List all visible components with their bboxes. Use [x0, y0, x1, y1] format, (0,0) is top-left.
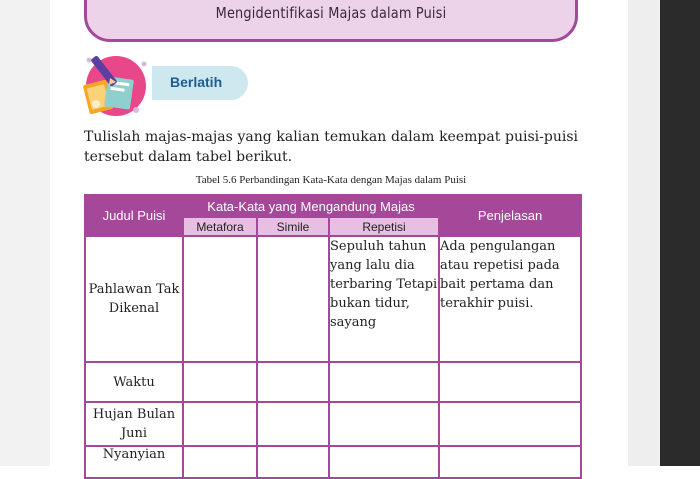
repetisi-cell[interactable] [329, 402, 439, 446]
penjelasan-cell[interactable] [439, 362, 581, 402]
repetisi-cell[interactable]: Sepuluh tahun yang lalu dia terbaring Tetapi bukan tidur, sayang [329, 236, 439, 362]
penjelasan-cell[interactable] [439, 446, 581, 478]
chapter-header-title: Mengidentifikasi Majas dalam Puisi [215, 4, 447, 22]
simile-cell[interactable] [257, 402, 329, 446]
header-metafora: Metafora [183, 217, 257, 236]
metafora-cell[interactable] [183, 446, 257, 478]
pencil-books-icon [76, 48, 156, 120]
simile-cell[interactable] [257, 362, 329, 402]
right-margin [628, 0, 700, 466]
poem-title: Waktu [85, 362, 183, 402]
table-row [85, 362, 581, 402]
table-row [85, 446, 581, 478]
metafora-cell[interactable] [183, 362, 257, 402]
left-margin [0, 0, 50, 466]
header-kata-majas: Kata-Kata yang Mengandung Majas [183, 195, 439, 217]
repetisi-cell[interactable] [329, 446, 439, 478]
poem-title: Pahlawan Tak Dikenal [85, 236, 183, 362]
simile-cell[interactable] [257, 446, 329, 478]
header-penjelasan: Penjelasan [439, 195, 581, 236]
poem-title: Nyanyian [85, 446, 183, 478]
table-row [85, 236, 581, 362]
penjelasan-cell[interactable] [439, 402, 581, 446]
repetisi-cell[interactable] [329, 362, 439, 402]
viewer-dark-edge [660, 0, 700, 466]
activity-label: Berlatih [170, 74, 223, 90]
simile-cell[interactable] [257, 236, 329, 362]
majas-table [84, 194, 582, 479]
header-simile: Simile [257, 217, 329, 236]
metafora-cell[interactable] [183, 236, 257, 362]
header-judul-puisi: Judul Puisi [85, 195, 183, 236]
poem-title: Hujan Bulan Juni [85, 402, 183, 446]
header-repetisi: Repetisi [329, 217, 439, 236]
table-header-row [85, 195, 581, 217]
metafora-cell[interactable] [183, 402, 257, 446]
instruction-text: Tulislah majas-majas yang kalian temukan dalam keempat puisi-puisi tersebut dalam tabel berikut. [84, 129, 578, 165]
penjelasan-cell[interactable]: Ada pengulangan atau repetisi pada bait pertama dan terakhir puisi. [439, 236, 581, 362]
table-row [85, 402, 581, 446]
table-caption: Tabel 5.6 Perbandingan Kata-Kata dengan Majas dalam Puisi [195, 174, 467, 186]
